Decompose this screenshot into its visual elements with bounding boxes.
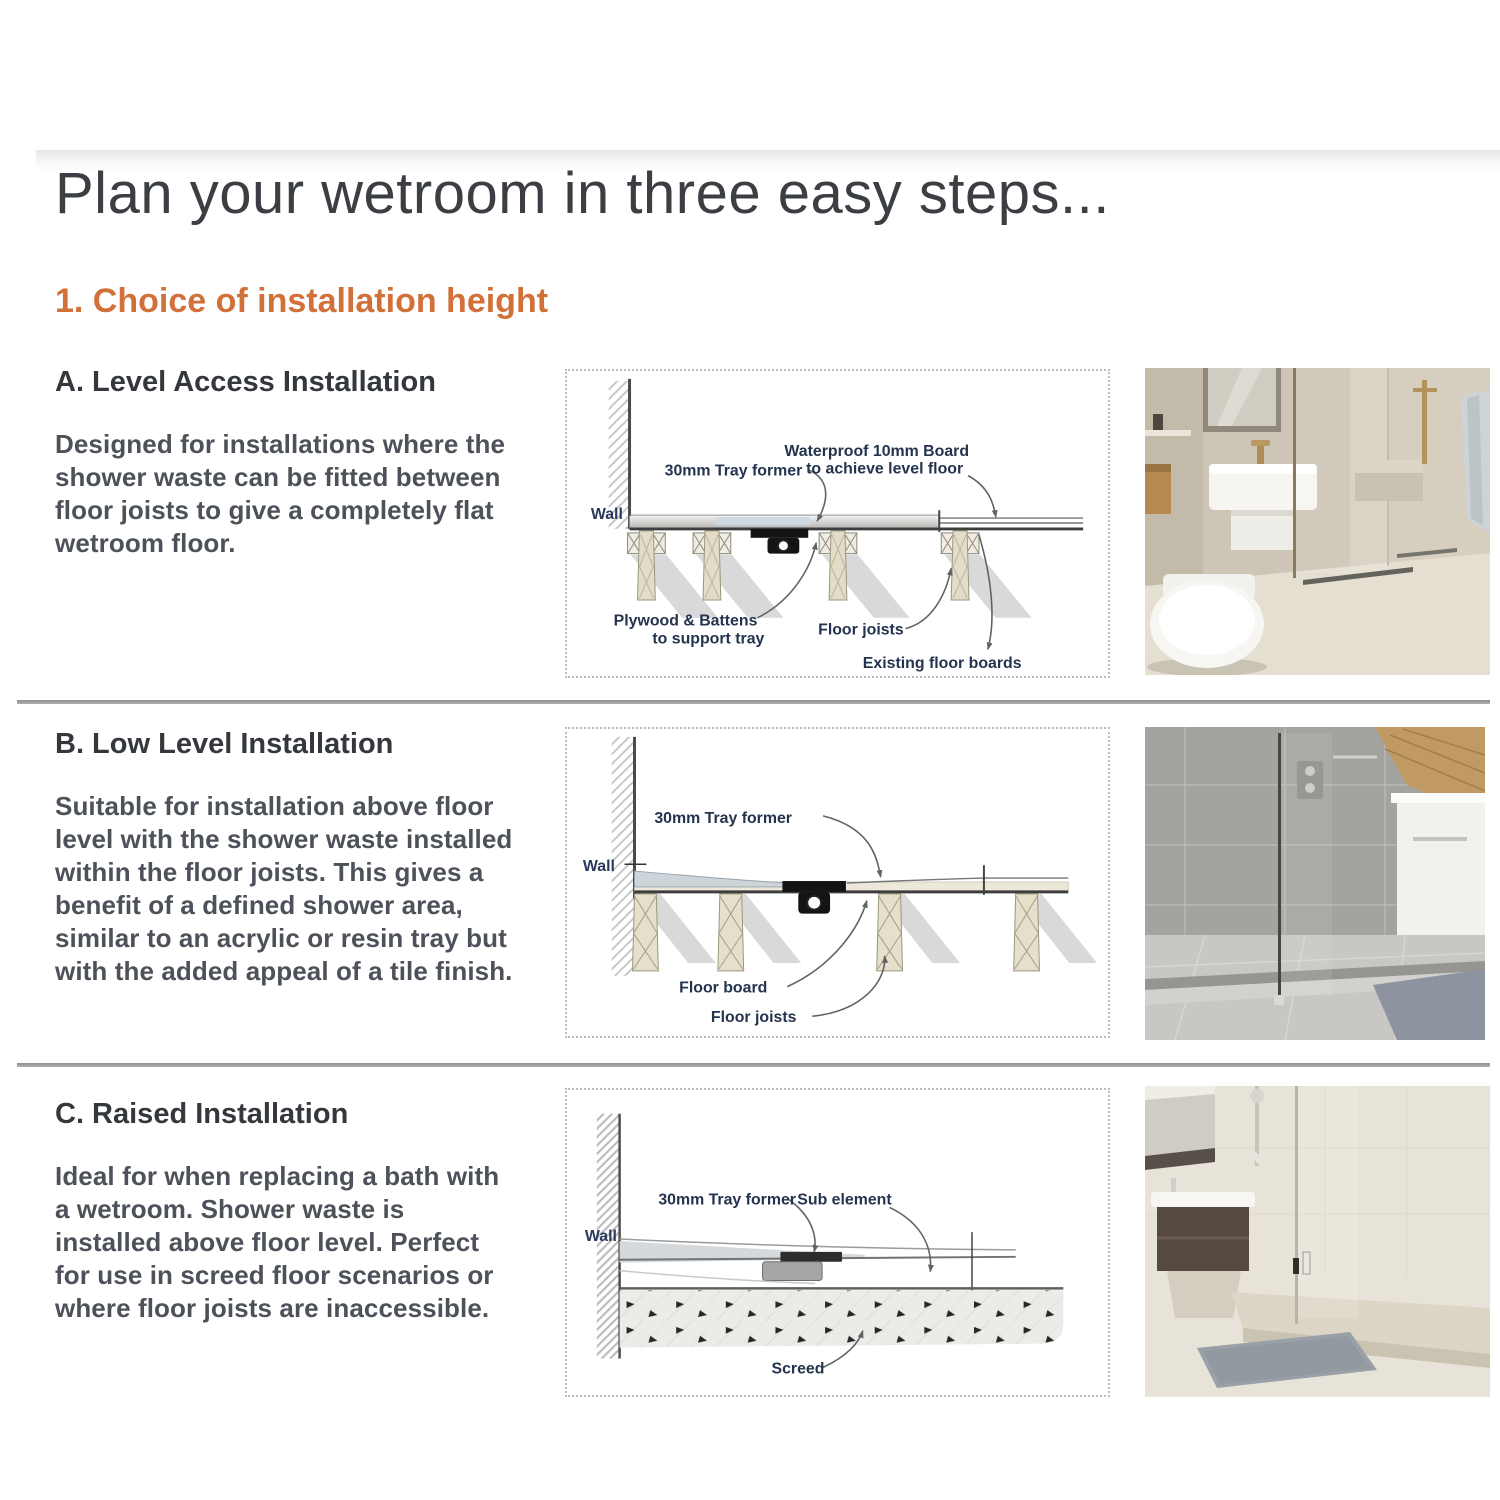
page-title: Plan your wetroom in three easy steps...	[55, 161, 1110, 226]
label-waterproof-board-2: to achieve level floor	[806, 460, 964, 478]
label-waterproof-board-1: Waterproof 10mm Board	[784, 442, 970, 460]
sub-element-block	[763, 1262, 823, 1281]
section-a-body: Designed for installations where the shower waste can be fitted between floor joists to give a completely flat wetroom floor.	[55, 429, 506, 558]
shower-waste	[782, 881, 846, 914]
label-floor-joists: Floor joists	[818, 621, 904, 639]
bottles	[1303, 1252, 1310, 1274]
photo-level-access	[1145, 368, 1490, 675]
diagram-raised	[565, 1088, 1110, 1397]
label-existing-boards: Existing floor boards	[862, 655, 1022, 673]
section-divider	[17, 700, 1490, 704]
section-b-body: Suitable for installation above floor level with the shower waste installed within the floor joists. This gives a benefit of a defined shower area, similar to an acrylic or resin tray but with the added appeal of a tile finish.	[55, 791, 513, 986]
label-wall: Wall	[590, 506, 623, 524]
shower-bench	[1355, 460, 1423, 473]
section-divider	[17, 1063, 1490, 1067]
shower-waste	[751, 529, 809, 554]
label-tray-former: 30mm Tray former	[658, 1191, 796, 1209]
section-a-heading: A. Level Access Installation	[55, 366, 436, 398]
step-heading: 1. Choice of installation height	[55, 282, 549, 320]
label-plywood-1: Plywood & Battens	[613, 612, 758, 630]
screed-slab	[620, 1290, 1064, 1347]
section-c-body: Ideal for when replacing a bath with a wetroom. Shower waste is installed above floor level. Perfect for use in screed floor scenarios or where floor joists are inaccessible.	[55, 1161, 500, 1323]
label-tray-former: 30mm Tray former	[654, 809, 792, 827]
section-c-heading: C. Raised Installation	[55, 1098, 349, 1130]
photo-raised	[1145, 1086, 1490, 1397]
vanity-cabinet	[1397, 803, 1485, 955]
photo-low-level	[1145, 727, 1485, 1040]
label-floor-board: Floor board	[679, 979, 768, 997]
label-screed: Screed	[771, 1360, 825, 1378]
brass-tap	[1251, 440, 1270, 446]
basin	[1151, 1192, 1255, 1207]
diagram-level-access	[565, 369, 1110, 678]
label-floor-joists: Floor joists	[710, 1009, 797, 1027]
grab-rail	[1422, 380, 1427, 464]
label-wall: Wall	[582, 858, 615, 876]
glass-screen	[1295, 1086, 1298, 1324]
label-tray-former: 30mm Tray former	[664, 462, 803, 480]
label-sub-element: Sub element	[797, 1191, 892, 1209]
section-b-heading: B. Low Level Installation	[55, 728, 394, 760]
label-wall: Wall	[584, 1228, 617, 1246]
label-plywood-2: to support tray	[652, 630, 765, 648]
diagram-low-level	[565, 727, 1110, 1038]
shower-screen	[1293, 368, 1296, 578]
glass-screen	[1278, 733, 1281, 1001]
